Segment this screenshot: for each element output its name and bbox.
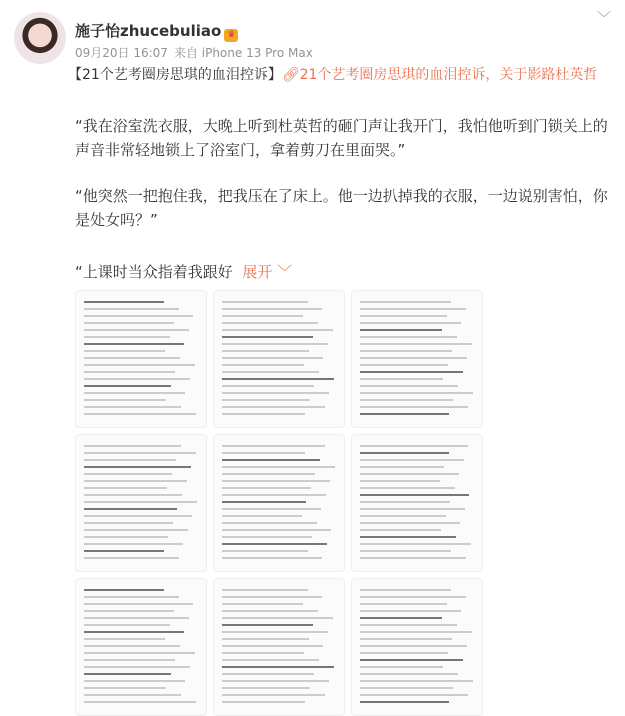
text-line: [222, 617, 333, 619]
text-line: [84, 536, 168, 538]
text-line: [84, 494, 182, 496]
post-source: 来自 iPhone 13 Pro Max: [173, 46, 313, 60]
text-line: [84, 624, 170, 626]
text-line: [84, 371, 175, 373]
text-line: [84, 301, 164, 303]
text-line: [360, 645, 467, 647]
text-line: [222, 596, 322, 598]
text-line: [84, 687, 166, 689]
text-line: [360, 522, 460, 524]
text-line: [360, 596, 466, 598]
text-line: [360, 666, 443, 668]
text-line: [222, 508, 321, 510]
text-line: [84, 452, 196, 454]
text-line: [222, 624, 313, 626]
text-line: [84, 322, 174, 324]
text-line: [360, 652, 448, 654]
text-line: [84, 610, 174, 612]
text-line: [84, 589, 164, 591]
text-line: [222, 645, 323, 647]
post-link[interactable]: 21个艺考圈房思琪的血泪控诉，关于影路杜英哲: [299, 67, 598, 83]
text-line: [360, 322, 461, 324]
text-line: [84, 631, 184, 633]
text-line: [84, 413, 196, 415]
text-line: [222, 610, 318, 612]
text-line: [360, 687, 453, 689]
text-line: [360, 336, 457, 338]
post-title: 【21个艺考圈房思琪的血泪控诉】: [68, 67, 282, 83]
text-line: [84, 680, 185, 682]
text-line: [222, 378, 334, 380]
text-line: [84, 557, 179, 559]
text-line: [360, 610, 461, 612]
text-line: [84, 550, 164, 552]
text-line: [84, 673, 171, 675]
text-line: [360, 487, 455, 489]
text-line: [360, 452, 449, 454]
text-line: [222, 399, 310, 401]
text-line: [222, 350, 309, 352]
text-line: [84, 343, 184, 345]
text-line: [360, 459, 464, 461]
text-line: [84, 501, 197, 503]
text-line: [84, 694, 181, 696]
text-line: [222, 385, 314, 387]
text-line: [360, 508, 465, 510]
text-line: [222, 638, 309, 640]
quote-1: “我在浴室洗衣服，大晚上听到杜英哲的砸门声让我开门，我怕他听到门锁关上的声音非常轻地锁上了浴室门，拿着剪刀在里面哭。”: [75, 117, 608, 159]
text-line: [360, 301, 451, 303]
text-line: [222, 364, 304, 366]
quote-2: “他突然一把抱住我，把我压在了床上。他一边扒掉我的衣服，一边说别害怕，你是处女吗？”: [75, 187, 608, 229]
text-line: [222, 480, 330, 482]
text-line: [360, 385, 458, 387]
text-line: [360, 624, 457, 626]
text-line: [360, 473, 459, 475]
text-line: [84, 406, 181, 408]
text-line: [360, 399, 453, 401]
text-line: [360, 494, 469, 496]
text-line: [360, 543, 471, 545]
post-image[interactable]: [75, 434, 207, 572]
text-line: [360, 315, 447, 317]
post-image[interactable]: [351, 434, 483, 572]
post-image[interactable]: [351, 578, 483, 716]
expand-button[interactable]: 展开 ﹀: [242, 263, 293, 281]
post-image[interactable]: [213, 290, 345, 428]
text-line: [222, 589, 308, 591]
text-line: [360, 589, 451, 591]
text-line: [222, 673, 314, 675]
text-line: [222, 322, 318, 324]
text-line: [222, 501, 306, 503]
text-line: [84, 659, 175, 661]
text-line: [222, 687, 310, 689]
text-line: [360, 480, 440, 482]
text-line: [360, 364, 448, 366]
quote-3: [75, 260, 615, 284]
text-line: [360, 515, 446, 517]
text-line: [360, 550, 451, 552]
text-line: [360, 371, 463, 373]
text-line: [360, 308, 466, 310]
text-line: [222, 557, 322, 559]
text-line: [360, 329, 442, 331]
text-line: [84, 487, 167, 489]
text-line: [360, 617, 442, 619]
text-line: [84, 364, 195, 366]
text-line: [84, 666, 190, 668]
text-line: [360, 466, 444, 468]
text-line: [84, 385, 171, 387]
text-line: [360, 445, 468, 447]
text-line: [84, 466, 191, 468]
post-meta: [75, 44, 319, 61]
text-line: [222, 487, 311, 489]
text-line: [360, 694, 468, 696]
text-line: [360, 603, 447, 605]
text-line: [360, 701, 449, 703]
text-line: [84, 515, 192, 517]
text-line: [84, 701, 196, 703]
text-line: [222, 413, 305, 415]
text-line: [222, 459, 320, 461]
post-image[interactable]: [351, 290, 483, 428]
text-line: [84, 652, 195, 654]
post-date[interactable]: 09月20日 16:07: [75, 46, 168, 60]
text-line: [360, 357, 467, 359]
text-line: [222, 473, 315, 475]
text-line: [222, 466, 335, 468]
text-line: [222, 357, 323, 359]
text-line: [84, 603, 193, 605]
text-line: [222, 301, 308, 303]
user-name-text[interactable]: 施子怡zhucebuliao: [75, 22, 222, 40]
text-line: [222, 522, 317, 524]
text-line: [360, 557, 466, 559]
text-line: [360, 631, 472, 633]
text-line: [222, 666, 334, 668]
text-line: [360, 529, 441, 531]
text-line: [84, 357, 180, 359]
expand-label[interactable]: 展开: [242, 263, 273, 281]
text-line: [360, 501, 450, 503]
text-line: [84, 473, 172, 475]
text-line: [84, 315, 193, 317]
text-line: [360, 406, 468, 408]
chevron-down-icon[interactable]: ﹀: [597, 11, 611, 27]
text-line: [84, 529, 188, 531]
text-line: [84, 522, 173, 524]
image-grid: [75, 290, 483, 716]
text-line: [360, 659, 463, 661]
text-line: [222, 659, 319, 661]
text-line: [222, 550, 308, 552]
post-image[interactable]: [213, 434, 345, 572]
text-line: [222, 701, 305, 703]
text-line: [360, 343, 472, 345]
text-line: [222, 329, 333, 331]
text-line: [84, 645, 180, 647]
text-line: [222, 631, 328, 633]
text-line: [222, 652, 304, 654]
text-line: [84, 617, 189, 619]
text-line: [84, 329, 189, 331]
text-line: [360, 413, 449, 415]
text-line: [360, 536, 456, 538]
text-line: [84, 336, 170, 338]
text-line: [84, 638, 165, 640]
text-line: [84, 392, 185, 394]
avatar[interactable]: [14, 12, 66, 64]
text-line: [84, 480, 187, 482]
post-image[interactable]: [75, 290, 207, 428]
text-line: [222, 315, 303, 317]
text-line: [84, 399, 166, 401]
text-line: [222, 445, 325, 447]
post-image[interactable]: [213, 578, 345, 716]
text-line: [222, 308, 322, 310]
text-line: [222, 536, 312, 538]
text-line: [222, 529, 331, 531]
text-line: [84, 308, 179, 310]
post-title-line: [68, 64, 597, 84]
user-name[interactable]: [75, 20, 238, 42]
text-line: [222, 343, 328, 345]
crown-badge-icon: ♛: [224, 29, 238, 42]
text-line: [360, 680, 473, 682]
text-line: [360, 392, 473, 394]
quote-3-text: “上课时当众指着我跟好: [75, 263, 233, 281]
text-line: [222, 694, 325, 696]
text-line: [360, 378, 443, 380]
text-line: [222, 680, 329, 682]
text-line: [360, 350, 452, 352]
link-icon[interactable]: 🔗︎: [281, 67, 300, 83]
text-line: [222, 603, 303, 605]
text-line: [222, 392, 329, 394]
text-line: [84, 459, 176, 461]
text-line: [222, 336, 313, 338]
text-line: [222, 494, 326, 496]
text-line: [360, 673, 458, 675]
text-line: [360, 638, 452, 640]
post-image[interactable]: [75, 578, 207, 716]
text-line: [84, 543, 183, 545]
text-line: [222, 452, 305, 454]
text-line: [222, 515, 302, 517]
text-line: [84, 445, 181, 447]
text-line: [222, 406, 325, 408]
text-line: [84, 378, 190, 380]
text-line: [84, 596, 179, 598]
text-line: [222, 371, 319, 373]
text-line: [84, 508, 177, 510]
text-line: [222, 543, 327, 545]
text-line: [84, 350, 165, 352]
